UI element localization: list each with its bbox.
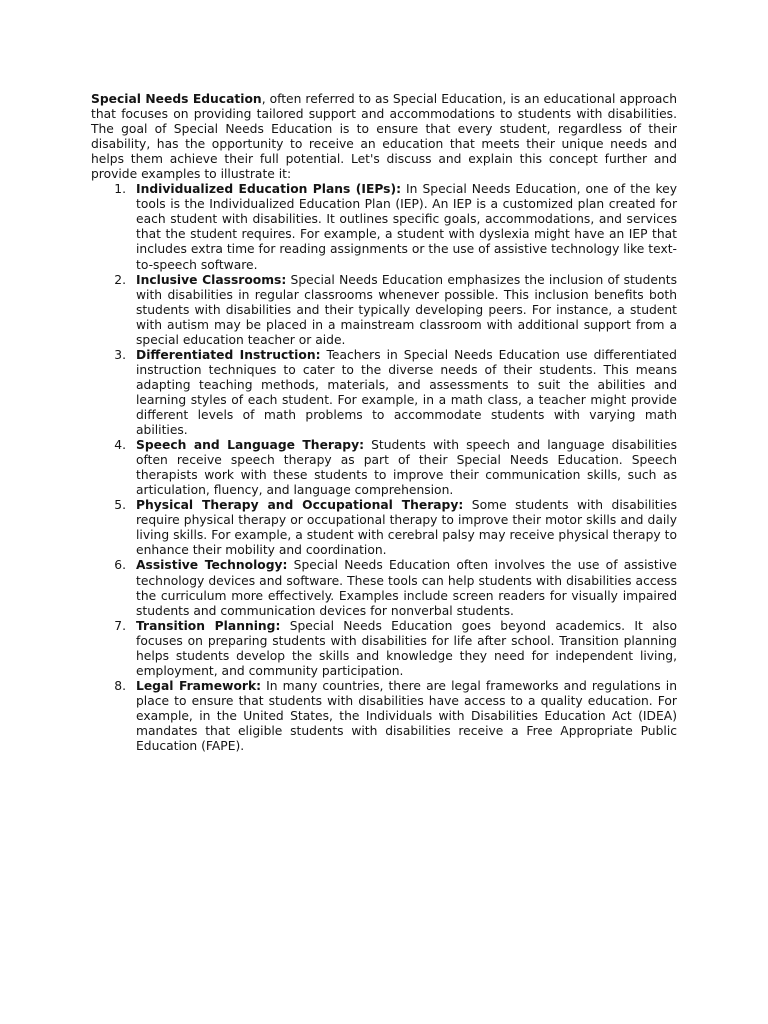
list-item-number: 5. [114,498,126,513]
list-item-term: Individualized Education Plans (IEPs): [136,182,402,197]
document-page [91,92,677,754]
list-item-number: 6. [114,558,126,573]
list-item-text: Students with speech and language disabilities often receive speech therapy as part of their Special Needs Education. Speech therapists work with these students to improve their communication skills, such as articulation, fluency, and language comprehension. [136,438,678,498]
list-item-text: Special Needs Education goes beyond academics. It also focuses on preparing students with disabilities for life after school. Transition planning helps students develop the skills and knowledge they need for independent living, employment, and community participation. [136,618,677,678]
list-item [91,679,677,754]
list-item-number: 7. [114,618,126,633]
list-item-number: 1. [114,182,126,197]
list-item-number: 8. [114,678,126,693]
list-item-text: In Special Needs Education, one of the key tools is the Individualized Education Plan (IEP). An IEP is a customized plan created for each student with disabilities. It outlines specific goals, accommodations, and services that the student requires. For example, a student with dyslexia might have an IEP that includes extra time for reading assignments or the use of assistive technology like text-to-speech software. [136,182,678,272]
list-item-term: Transition Planning: [136,618,281,633]
list-item-text: Teachers in Special Needs Education use differentiated instruction techniques to cater to the diverse needs of their students. This means adapting teaching methods, materials, and assessments to suit the abilities and learning styles of each student. For example, in a math class, a teacher might provide different levels of math problems to accommodate students with varying math abilities. [136,347,677,438]
list-item-text: Special Needs Education often involves the use of assistive technology devices and software. These tools can help students with disabilities access the curriculum more effectively. Examples include screen readers for visually impaired students and communication devices for nonverbal students. [136,558,677,618]
list-item [91,273,677,348]
intro-paragraph [91,92,677,182]
list-item-term: Legal Framework: [136,678,262,693]
list-item-term: Inclusive Classrooms: [136,272,287,287]
examples-list [91,182,677,754]
list-item-term: Differentiated Instruction: [136,347,321,362]
list-item-text: Some students with disabilities require physical therapy or occupational therapy to improve their motor skills and daily living skills. For example, a student with cerebral palsy may receive physical therapy to enhance their mobility and coordination. [136,498,677,558]
intro-term: Special Needs Education [91,92,262,106]
list-item-number: 2. [114,272,126,287]
list-item-term: Physical Therapy and Occupational Therapy: [136,498,464,513]
list-item [91,498,677,558]
list-item [91,619,677,679]
list-item [91,438,677,498]
list-item-number: 4. [114,438,126,453]
list-item-term: Assistive Technology: [136,558,288,573]
list-item-number: 3. [114,347,126,362]
list-item [91,182,677,272]
list-item [91,558,677,618]
list-item-term: Speech and Language Therapy: [136,438,365,453]
list-item-text: In many countries, there are legal frameworks and regulations in place to ensure that students with disabilities have access to a quality education. For example, in the United States, the Individuals with Disabilities Education Act (IDEA) mandates that eligible students with disabilities receive a Free Appropriate Public Education (FAPE). [136,678,678,754]
list-item [91,348,677,438]
intro-text: , often referred to as Special Education, is an educational approach that focuses on providing tailored support and accommodations to students with disabilities. The goal of Special Needs Education is to ensure that every student, regardless of their disability, has the opportunity to receive an education that meets their unique needs and helps them achieve their full potential. Let's discuss and explain this concept further and provide examples to illustrate it: [91,92,677,182]
list-item-text: Special Needs Education emphasizes the inclusion of students with disabilities in regular classrooms whenever possible. This inclusion benefits both students with disabilities and their typically developing peers. For instance, a student with autism may be placed in a mainstream classroom with additional support from a special education teacher or aide. [136,272,677,347]
